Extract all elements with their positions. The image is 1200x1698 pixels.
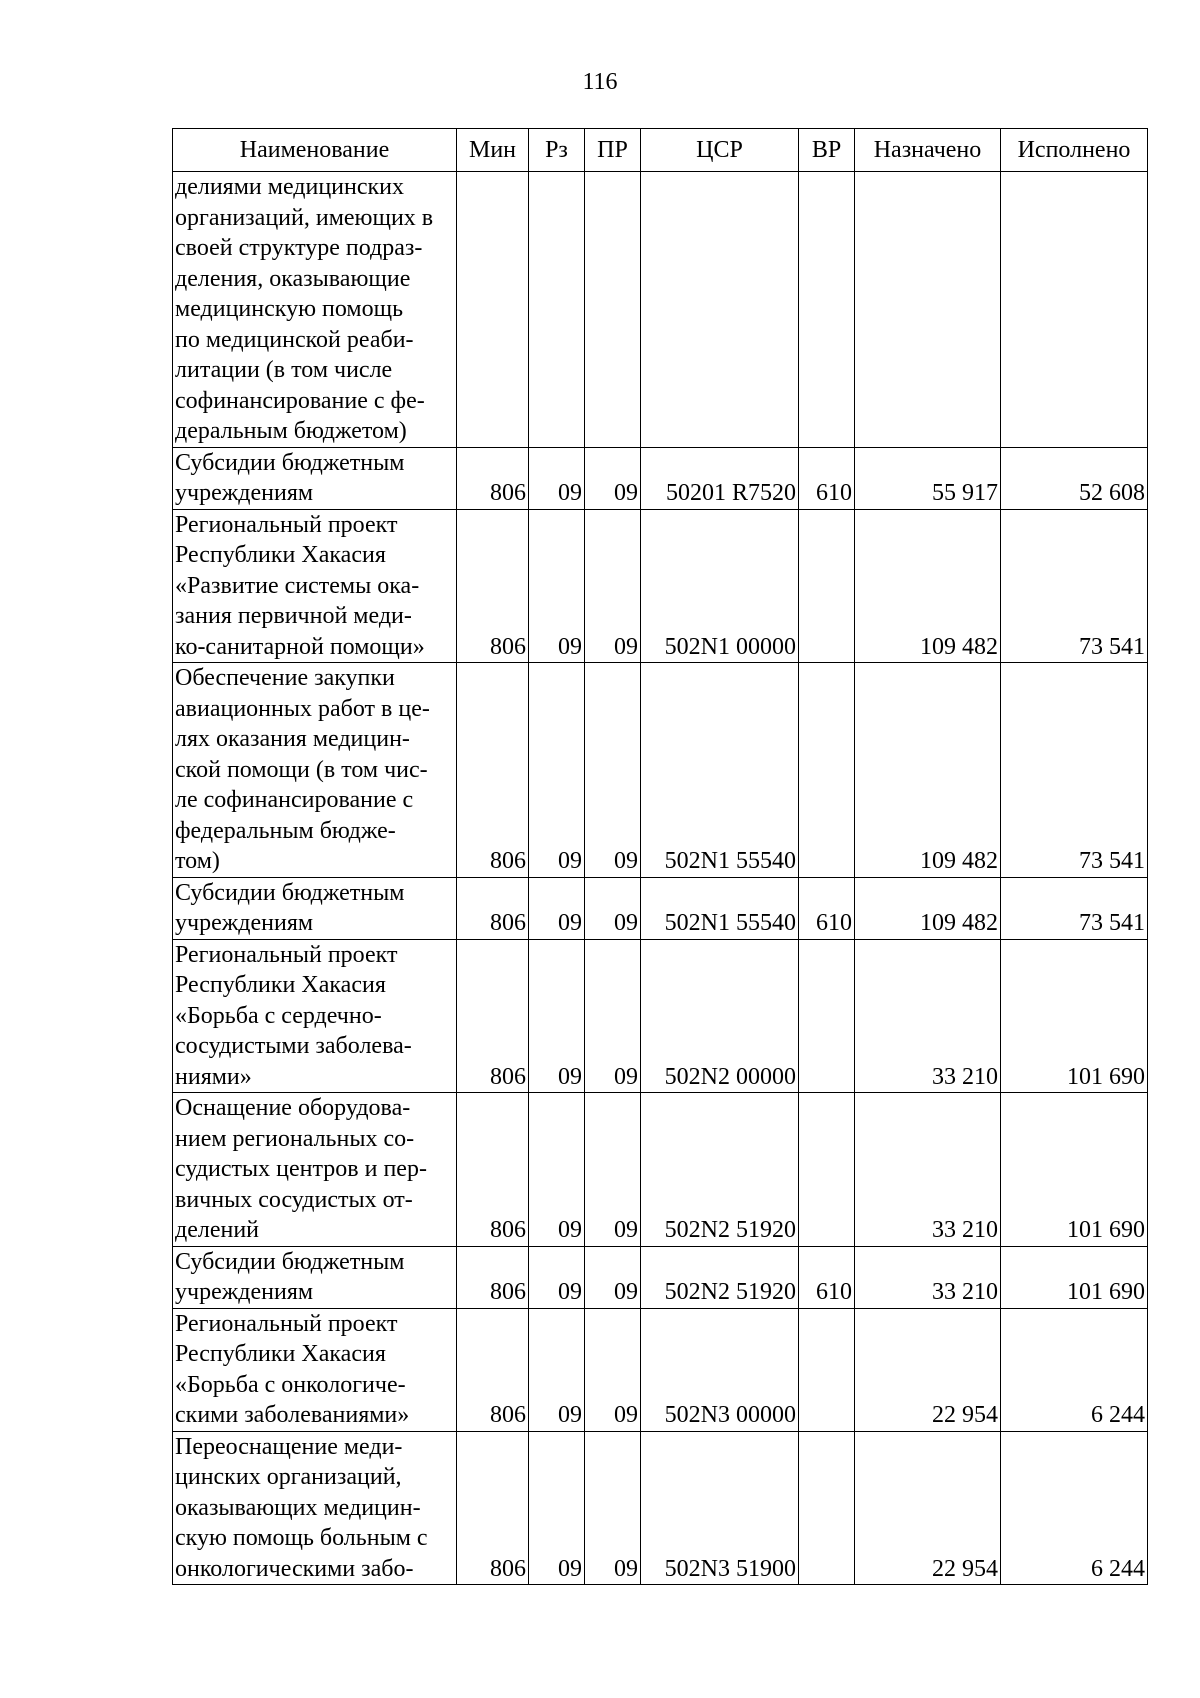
header-executed: Исполнено xyxy=(1001,129,1148,172)
row-pr: 09 xyxy=(585,939,641,1093)
row-pr: 09 xyxy=(585,877,641,939)
row-min: 806 xyxy=(457,663,529,878)
row-vr xyxy=(799,663,855,878)
row-pr: 09 xyxy=(585,1246,641,1308)
table-row xyxy=(173,939,1148,1093)
row-assigned: 109 482 xyxy=(855,877,1001,939)
row-rz: 09 xyxy=(529,509,585,663)
row-rz: 09 xyxy=(529,1308,585,1431)
row-min: 806 xyxy=(457,447,529,509)
row-csr: 502N2 00000 xyxy=(641,939,799,1093)
row-name: Субсидии бюджетным учреждениям xyxy=(173,877,457,939)
table-row xyxy=(173,877,1148,939)
header-assigned: Назначено xyxy=(855,129,1001,172)
row-rz xyxy=(529,172,585,448)
row-rz: 09 xyxy=(529,663,585,878)
row-assigned: 33 210 xyxy=(855,1093,1001,1247)
row-name: Обеспечение закупки авиационных работ в це- лях оказания медицин- ской помощи (в том чис- ле софинансирование с федеральным бюдже- том) xyxy=(173,663,457,878)
row-min: 806 xyxy=(457,509,529,663)
row-pr xyxy=(585,172,641,448)
row-rz: 09 xyxy=(529,1093,585,1247)
row-rz: 09 xyxy=(529,1431,585,1585)
header-pr: ПР xyxy=(585,129,641,172)
row-pr: 09 xyxy=(585,509,641,663)
row-csr: 502N3 51900 xyxy=(641,1431,799,1585)
table-row xyxy=(173,1308,1148,1431)
row-vr: 610 xyxy=(799,447,855,509)
table-row xyxy=(173,663,1148,878)
row-executed: 101 690 xyxy=(1001,1093,1148,1247)
row-min: 806 xyxy=(457,877,529,939)
row-name: Региональный проект Республики Хакасия «Развитие системы ока- зания первичной меди- ко-санитарной помощи» xyxy=(173,509,457,663)
row-executed: 73 541 xyxy=(1001,663,1148,878)
header-rz: Рз xyxy=(529,129,585,172)
row-rz: 09 xyxy=(529,1246,585,1308)
row-vr: 610 xyxy=(799,877,855,939)
row-pr: 09 xyxy=(585,1431,641,1585)
table-row xyxy=(173,1431,1148,1585)
row-name: Субсидии бюджетным учреждениям xyxy=(173,447,457,509)
row-executed: 6 244 xyxy=(1001,1431,1148,1585)
row-min: 806 xyxy=(457,1246,529,1308)
row-min xyxy=(457,172,529,448)
row-csr: 502N1 55540 xyxy=(641,877,799,939)
table-row xyxy=(173,1093,1148,1247)
table-row xyxy=(173,172,1148,448)
row-vr xyxy=(799,172,855,448)
row-assigned: 33 210 xyxy=(855,1246,1001,1308)
row-assigned: 33 210 xyxy=(855,939,1001,1093)
row-csr xyxy=(641,172,799,448)
row-assigned: 22 954 xyxy=(855,1431,1001,1585)
row-vr xyxy=(799,509,855,663)
row-min: 806 xyxy=(457,1308,529,1431)
row-vr xyxy=(799,939,855,1093)
budget-table xyxy=(172,128,1148,1585)
row-executed: 101 690 xyxy=(1001,939,1148,1093)
row-executed: 52 608 xyxy=(1001,447,1148,509)
row-pr: 09 xyxy=(585,447,641,509)
header-vr: ВР xyxy=(799,129,855,172)
row-rz: 09 xyxy=(529,447,585,509)
row-executed: 6 244 xyxy=(1001,1308,1148,1431)
row-csr: 502N2 51920 xyxy=(641,1093,799,1247)
row-vr xyxy=(799,1431,855,1585)
row-vr: 610 xyxy=(799,1246,855,1308)
row-csr: 502N1 00000 xyxy=(641,509,799,663)
row-vr xyxy=(799,1093,855,1247)
header-min: Мин xyxy=(457,129,529,172)
row-csr: 50201 R7520 xyxy=(641,447,799,509)
row-pr: 09 xyxy=(585,663,641,878)
row-pr: 09 xyxy=(585,1093,641,1247)
row-name: Переоснащение меди- цинских организаций, оказывающих медицин- скую помощь больным с онкологическими забо- xyxy=(173,1431,457,1585)
row-name: Региональный проект Республики Хакасия «Борьба с сердечно- сосудистыми заболева- ниями» xyxy=(173,939,457,1093)
row-executed: 73 541 xyxy=(1001,877,1148,939)
header-row xyxy=(173,129,1148,172)
row-assigned: 22 954 xyxy=(855,1308,1001,1431)
row-name: Оснащение оборудова- нием региональных со- судистых центров и пер- вичных сосудистых от- делений xyxy=(173,1093,457,1247)
page-number: 116 xyxy=(582,69,618,95)
table-row xyxy=(173,447,1148,509)
row-min: 806 xyxy=(457,1431,529,1585)
row-name: делиями медицинских организаций, имеющих в своей структуре подраз- деления, оказывающие медицинскую помощь по медицинской реаби- литации (в том числе софинансирование с фе- деральным бюджетом) xyxy=(173,172,457,448)
header-name: Наименование xyxy=(173,129,457,172)
row-pr: 09 xyxy=(585,1308,641,1431)
header-csr: ЦСР xyxy=(641,129,799,172)
table-row xyxy=(173,509,1148,663)
row-executed: 73 541 xyxy=(1001,509,1148,663)
row-rz: 09 xyxy=(529,877,585,939)
row-assigned: 109 482 xyxy=(855,509,1001,663)
row-assigned xyxy=(855,172,1001,448)
row-csr: 502N2 51920 xyxy=(641,1246,799,1308)
row-rz: 09 xyxy=(529,939,585,1093)
row-csr: 502N3 00000 xyxy=(641,1308,799,1431)
row-name: Региональный проект Республики Хакасия «Борьба с онкологиче- скими заболеваниями» xyxy=(173,1308,457,1431)
row-vr xyxy=(799,1308,855,1431)
row-executed xyxy=(1001,172,1148,448)
row-csr: 502N1 55540 xyxy=(641,663,799,878)
row-name: Субсидии бюджетным учреждениям xyxy=(173,1246,457,1308)
row-assigned: 109 482 xyxy=(855,663,1001,878)
row-min: 806 xyxy=(457,1093,529,1247)
row-assigned: 55 917 xyxy=(855,447,1001,509)
row-min: 806 xyxy=(457,939,529,1093)
row-executed: 101 690 xyxy=(1001,1246,1148,1308)
table-row xyxy=(173,1246,1148,1308)
